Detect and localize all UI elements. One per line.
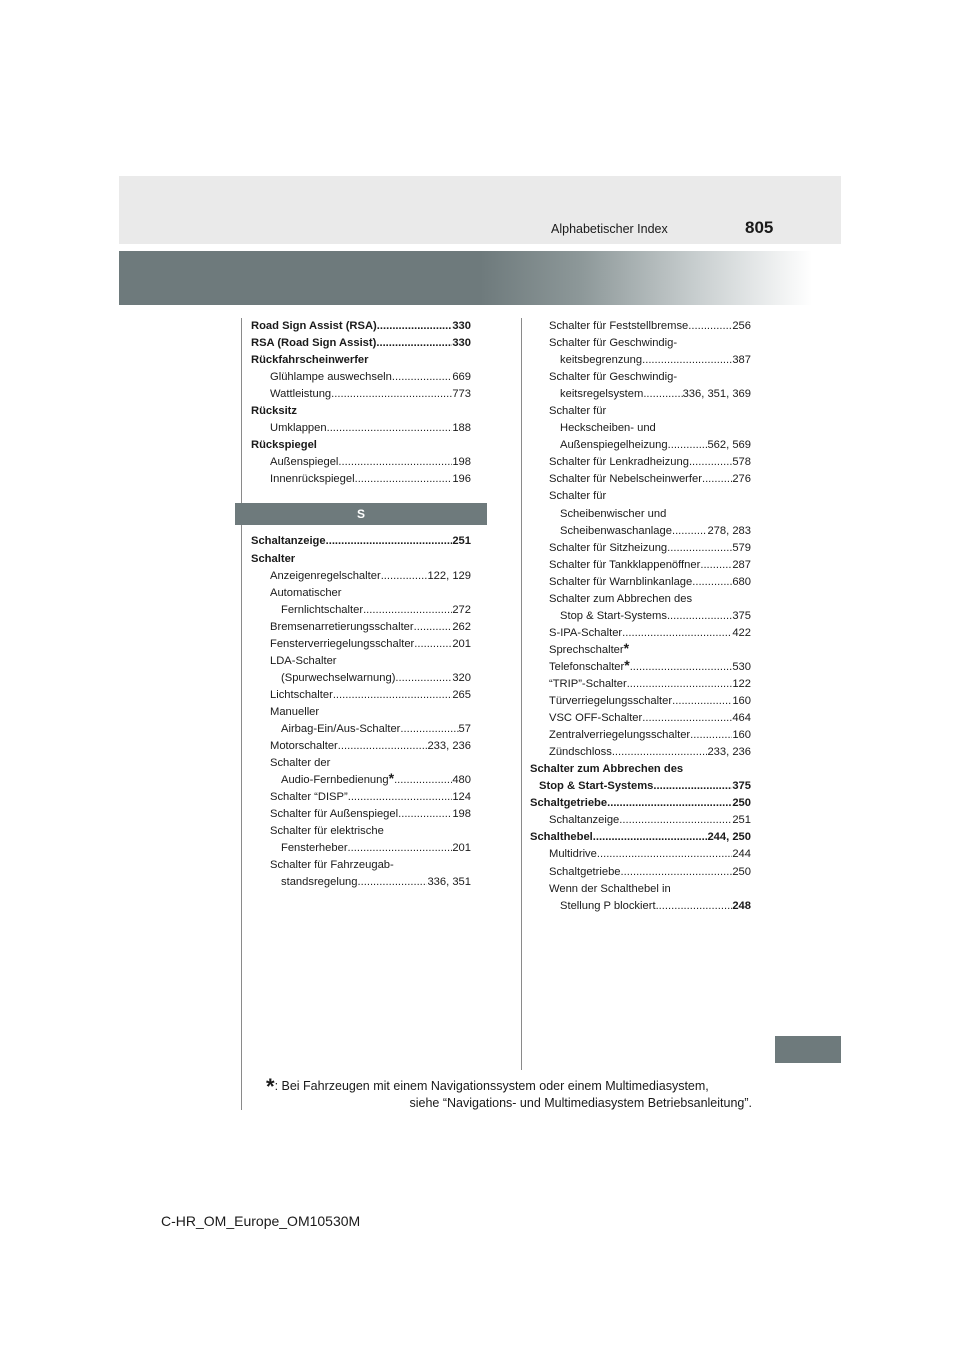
index-term: Heckscheiben- und [560, 422, 656, 435]
dot-leader [642, 710, 732, 727]
dot-leader [376, 335, 452, 352]
index-entry [251, 335, 471, 352]
page-number: 805 [745, 218, 774, 237]
index-entry [251, 755, 471, 772]
page-reference: 248 [732, 899, 751, 912]
index-term: Anzeigenregelschalter [270, 569, 381, 582]
page-reference: 124 [452, 791, 471, 804]
index-term: Schalter für Geschwindig- [549, 337, 678, 350]
dot-leader [597, 846, 732, 863]
index-term: Rückspiegel [251, 439, 317, 452]
index-term: Schalter für Nebelscheinwerfer [549, 473, 702, 486]
dot-leader [338, 454, 452, 471]
index-term: Schalter [251, 552, 296, 565]
index-entry [251, 721, 471, 738]
index-entry [251, 806, 471, 823]
footnote-line-1: : Bei Fahrzeugen mit einem Navigationssystem oder einem Multimediasystem, [274, 1079, 709, 1093]
index-entry [251, 551, 471, 568]
index-entry [251, 687, 471, 704]
dot-leader [327, 420, 453, 437]
index-entry [530, 727, 751, 744]
index-term: RSA (Road Sign Assist) [251, 337, 377, 350]
page-reference: 669 [452, 371, 471, 384]
dot-leader [622, 625, 732, 642]
dot-leader [621, 864, 733, 881]
dot-leader [348, 840, 453, 857]
dot-leader [619, 812, 732, 829]
index-entry [251, 369, 471, 386]
footnote-asterisk: * [266, 1074, 275, 1099]
index-entry [530, 437, 751, 454]
page-reference: 198 [452, 808, 471, 821]
page-reference: 375 [732, 780, 751, 793]
index-entry [251, 670, 471, 687]
dot-leader [642, 352, 732, 369]
index-entry [530, 881, 751, 898]
index-term: Außenspiegel [270, 456, 339, 469]
index-entry [530, 795, 751, 812]
dot-leader [656, 898, 733, 915]
index-entry [251, 874, 471, 891]
asterisk-icon: * [623, 641, 630, 656]
index-entry [530, 540, 751, 557]
index-entry [530, 898, 751, 915]
page-reference: 244 [732, 848, 751, 861]
section-title: Alphabetischer Index [551, 222, 668, 236]
index-entry [251, 471, 471, 488]
dot-leader [394, 772, 452, 789]
index-term: Wattleistung [270, 388, 332, 401]
index-entry [251, 772, 471, 789]
dot-leader [672, 693, 732, 710]
page-reference: 256 [732, 320, 751, 332]
index-entry [251, 823, 471, 840]
index-entry [251, 533, 471, 550]
page-reference: 578 [732, 456, 751, 469]
index-term: Schaltgetriebe [530, 797, 608, 810]
index-term: Schaltanzeige [549, 814, 620, 827]
page-reference: 562, 569 [707, 439, 751, 452]
page-reference: 330 [452, 320, 471, 332]
index-term: Schalter für [549, 490, 607, 503]
index-entry [530, 420, 751, 437]
index-term: Fernlichtschalter [281, 603, 364, 616]
index-entry [530, 369, 751, 386]
index-entry [530, 403, 751, 420]
index-entry [251, 585, 471, 602]
index-entry [530, 318, 751, 335]
index-term: Schalter zum Abbrechen des [530, 763, 684, 776]
index-term: keitsbegrenzung [560, 354, 643, 367]
index-term: Fensterverriegelungsschalter [270, 637, 415, 650]
page-reference: 480 [452, 774, 471, 787]
dot-leader [338, 738, 428, 755]
dot-leader [400, 721, 458, 738]
index-term: Audio-Fernbedienung [281, 774, 389, 787]
page-reference: 265 [452, 688, 471, 701]
index-term: Stop & Start-Systems [539, 780, 654, 793]
index-term: Schaltanzeige [251, 535, 326, 548]
index-term: Scheibenwaschanlage [560, 524, 672, 537]
index-entry [251, 454, 471, 471]
page-reference: 57 [458, 722, 471, 735]
index-entry [530, 676, 751, 693]
page-reference: 233, 236 [427, 740, 471, 753]
dot-leader [692, 574, 732, 591]
index-entry [251, 420, 471, 437]
dot-leader [395, 670, 452, 687]
index-entry [530, 864, 751, 881]
page-reference: 387 [732, 354, 751, 367]
index-entry [251, 857, 471, 874]
page-reference: 196 [452, 473, 471, 486]
page-reference: 160 [732, 695, 751, 708]
footnote-line-2: siehe “Navigations- und Multimediasystem Betriebsanleitung”. [409, 1096, 752, 1110]
index-term: Rücksitz [251, 405, 298, 418]
dot-leader [363, 602, 452, 619]
index-entry [251, 352, 471, 369]
index-entry [251, 437, 471, 454]
page-reference: 122 [732, 677, 751, 690]
page-reference: 422 [732, 626, 751, 639]
index-entries-s-continued [530, 318, 751, 915]
page-reference: 276 [732, 473, 751, 486]
page-reference: 251 [732, 814, 751, 827]
index-term: Außenspiegelheizung [560, 439, 668, 452]
page-reference: 233, 236 [707, 746, 751, 759]
index-term: Schalter für Warnblinkanlage [549, 575, 693, 588]
page-reference: 198 [452, 456, 471, 469]
index-term: Telefonschalter [549, 660, 625, 673]
dot-leader [398, 806, 452, 823]
index-term: Fensterheber [281, 842, 348, 855]
index-term: Zündschloss [549, 746, 612, 759]
footnote [266, 1074, 752, 1112]
index-term: S-IPA-Schalter [549, 626, 623, 639]
index-entry [251, 738, 471, 755]
document-id: C-HR_OM_Europe_OM10530M [161, 1213, 361, 1229]
dot-leader [653, 778, 732, 795]
index-entry [530, 710, 751, 727]
page-reference: 278, 283 [707, 524, 751, 537]
page-reference: 244, 250 [707, 831, 751, 844]
index-entry [530, 846, 751, 863]
page-reference: 262 [452, 620, 471, 633]
index-term: Bremsenarretierungsschalter [270, 620, 414, 633]
index-term: Schalter für Sitzheizung [549, 541, 668, 554]
index-term: (Spurwechselwarnung) [281, 671, 396, 684]
index-entry [530, 812, 751, 829]
page-reference: 336, 351 [427, 876, 471, 889]
page-reference: 272 [452, 603, 471, 616]
index-entry [530, 506, 751, 523]
index-term: Rückfahrscheinwerfer [251, 354, 369, 367]
page-reference: 287 [732, 558, 751, 571]
index-entry [251, 789, 471, 806]
index-column-right [530, 318, 751, 915]
index-column-left [251, 318, 471, 891]
index-entry [530, 471, 751, 488]
index-entry [530, 557, 751, 574]
dot-leader [672, 523, 707, 540]
left-rule [241, 318, 242, 1110]
index-term: Manueller [270, 705, 320, 718]
index-term: Scheibenwischer und [560, 507, 667, 520]
index-term: standsregelung [281, 876, 358, 889]
index-entry [251, 386, 471, 403]
dot-leader [688, 318, 732, 335]
page-reference: 375 [732, 609, 751, 622]
index-term: Zentralverriegelungsschalter [549, 729, 691, 742]
dot-leader [414, 619, 453, 636]
page-reference: 250 [732, 865, 751, 878]
asterisk-icon: * [388, 772, 395, 787]
index-entry [530, 761, 751, 778]
dot-leader [331, 386, 452, 403]
dot-leader [612, 744, 708, 761]
index-entries-s [251, 533, 471, 891]
index-entry [530, 625, 751, 642]
dot-leader [333, 687, 453, 704]
index-term: Motorschalter [270, 740, 338, 753]
page-reference: 188 [452, 422, 471, 435]
index-term: Automatischer [270, 586, 342, 599]
dot-leader [377, 318, 453, 335]
dot-leader [355, 471, 453, 488]
letter-band-s: S [235, 503, 487, 525]
dot-leader [358, 874, 428, 891]
index-entry [530, 608, 751, 625]
index-entry [251, 602, 471, 619]
dot-leader [643, 386, 682, 403]
index-term: Schalter zum Abbrechen des [549, 592, 693, 605]
index-term: Schaltgetriebe [549, 865, 621, 878]
index-term: Wenn der Schalthebel in [549, 882, 671, 895]
center-rule [521, 318, 522, 1070]
index-entry [251, 704, 471, 721]
index-term: Schalter für Außenspiegel [270, 808, 399, 821]
index-entry [251, 636, 471, 653]
page-reference: 122, 129 [427, 569, 471, 582]
index-term: Schalter “DISP” [270, 791, 348, 804]
dot-leader [381, 568, 428, 585]
index-entry [251, 840, 471, 857]
index-entry [530, 829, 751, 846]
header-gradient-bar [119, 251, 841, 305]
page-reference: 579 [732, 541, 751, 554]
index-term: keitsregelsystem [560, 388, 644, 401]
index-entry [530, 744, 751, 761]
index-term: Umklappen [270, 422, 327, 435]
index-term: Sprechschalter [549, 643, 624, 656]
page-reference: 530 [732, 660, 751, 673]
page-reference: 201 [452, 637, 471, 650]
dot-leader [593, 829, 708, 846]
index-entry [530, 642, 751, 659]
index-term: Schalter für Tankklappenöffner [549, 558, 701, 571]
index-entry [251, 568, 471, 585]
page-reference: 320 [452, 671, 471, 684]
index-term: Schalter für Fahrzeugab- [270, 859, 394, 872]
index-entry [530, 386, 751, 403]
index-entry [530, 352, 751, 369]
index-entry [251, 403, 471, 420]
index-term: Glühlampe auswechseln [270, 371, 392, 384]
dot-leader [392, 369, 452, 386]
page-reference: 330 [452, 337, 471, 350]
index-term: Stop & Start-Systems [560, 609, 667, 622]
index-term: Schalter der [270, 757, 331, 770]
page-reference: 336, 351, 369 [682, 388, 751, 401]
index-term: Lichtschalter [270, 688, 333, 701]
index-entry [530, 574, 751, 591]
dot-leader [689, 454, 732, 471]
index-term: “TRIP”-Schalter [549, 677, 627, 690]
index-entry [530, 335, 751, 352]
dot-leader [690, 727, 732, 744]
index-entry [530, 454, 751, 471]
dot-leader [700, 557, 732, 574]
index-entry [530, 591, 751, 608]
index-term: Schalthebel [530, 831, 593, 844]
page-reference: 201 [452, 842, 471, 855]
page-reference: 773 [452, 388, 471, 401]
index-term: Schalter für Geschwindig- [549, 371, 678, 384]
index-term: Schalter für [549, 405, 607, 418]
index-term: Multidrive [549, 848, 597, 861]
index-term: Schalter für Feststellbremse [549, 320, 689, 332]
page-reference: 250 [732, 797, 751, 810]
index-term: Schalter für elektrische [270, 825, 384, 838]
thumb-index-tab [775, 1036, 841, 1063]
index-term: Stellung P blockiert [560, 899, 656, 912]
dot-leader [627, 676, 733, 693]
index-term: Road Sign Assist (RSA) [251, 320, 377, 332]
dot-leader [667, 540, 732, 557]
dot-leader [607, 795, 732, 812]
index-entry [251, 653, 471, 670]
dot-leader [326, 533, 453, 550]
index-term: Innenrückspiegel [270, 473, 355, 486]
page-reference: 251 [452, 535, 471, 548]
dot-leader [630, 659, 733, 676]
dot-leader [702, 471, 732, 488]
asterisk-icon: * [624, 658, 630, 673]
index-term: Schalter für Lenkradheizung [549, 456, 689, 469]
header-band [119, 176, 841, 244]
dot-leader [668, 437, 708, 454]
dot-leader [348, 789, 453, 806]
index-entry [530, 778, 751, 795]
index-term: Airbag-Ein/Aus-Schalter [281, 722, 401, 735]
index-term: Türverriegelungsschalter [549, 695, 673, 708]
index-entry [530, 693, 751, 710]
index-entry [530, 523, 751, 540]
index-entry [251, 619, 471, 636]
page-reference: 680 [732, 575, 751, 588]
page-reference: 160 [732, 729, 751, 742]
dot-leader [414, 636, 452, 653]
index-entry [530, 659, 751, 676]
index-entries-r [251, 318, 471, 488]
index-term: LDA-Schalter [270, 654, 337, 667]
dot-leader [667, 608, 732, 625]
page-reference: 464 [732, 712, 751, 725]
index-entry [251, 318, 471, 335]
index-term: VSC OFF-Schalter [549, 712, 643, 725]
index-entry [530, 488, 751, 505]
